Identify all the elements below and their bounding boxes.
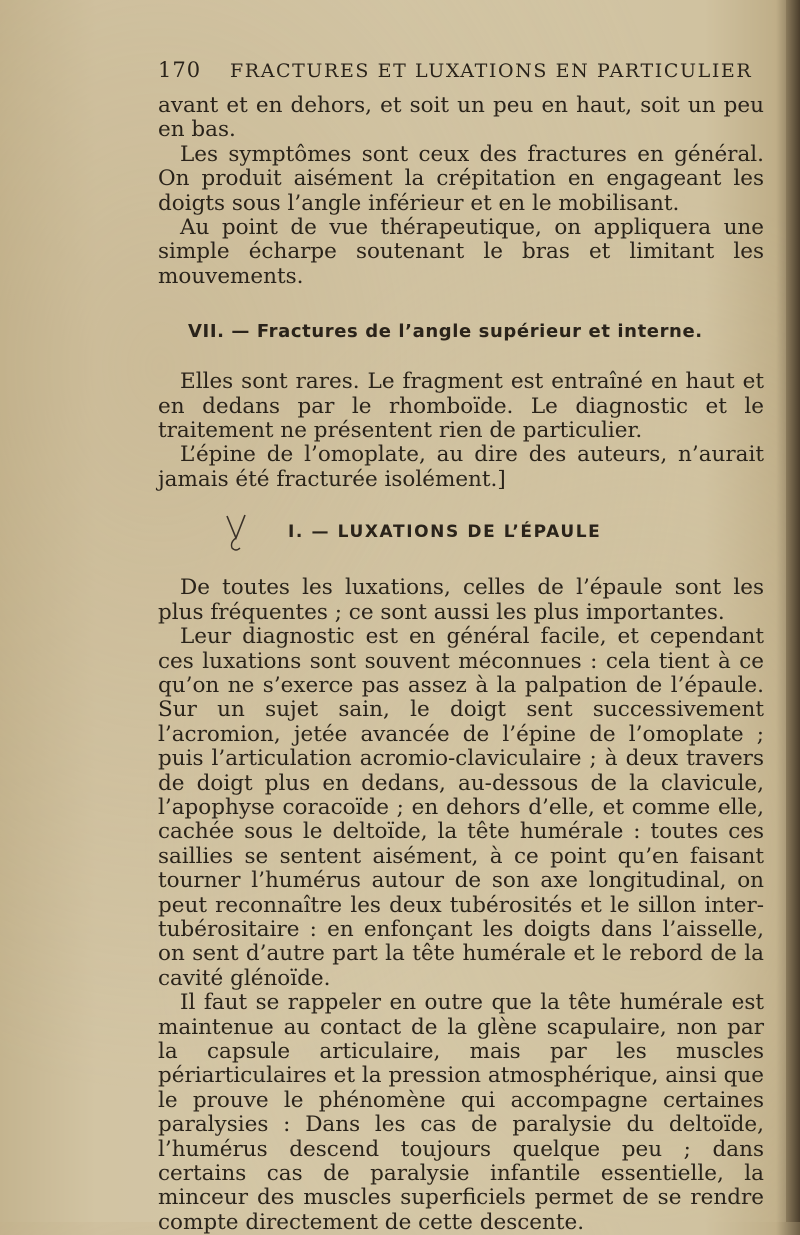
paragraph: Leur diagnostic est en général facile, et cependant ces luxations sont souvent méconnues : cela tient à ce qu’on ne s’exerce pas assez à la palpation de l’épaule. Sur un sujet sain, le doigt sent successivement l’acromion, jetée avancée de l’épine de l’omoplate ; puis l’articulation acromio-claviculaire ; à deux travers de doigt plus en dedans, au-dessous de la clavicule, l’apophyse coracoïde ; en dehors d’elle, et comme elle, cachée sous le deltoïde, la tête humérale : toutes ces saillies se sentent aisément, à ce point qu’en faisant tourner l’humérus autour de son axe longitudinal, on peut reconnaître les deux tubérosités et le sillon inter-tubérositaire : en enfonçant les doigts dans l’aisselle, on sent d’autre part la tête humérale et le rebord de la cavité glénoïde. <box>158 624 764 991</box>
book-spine-shadow <box>786 0 800 1222</box>
section-heading: VII. — Fractures de l’angle supérieur et interne. <box>188 321 703 343</box>
top-text <box>158 94 764 289</box>
page-number: 170 <box>158 58 202 82</box>
book-page <box>158 58 764 1235</box>
paragraph: De toutes les luxations, celles de l’épaule sont les plus fréquentes ; ce sont aussi les plus importantes. <box>158 575 764 625</box>
paragraph: Elles sont rares. Le fragment est entraîné en haut et en dedans par le rhomboïde. Le diagnostic et le traitement ne présentent rien de particulier. <box>158 369 764 444</box>
running-header <box>158 58 764 94</box>
paragraph: Les symptômes sont ceux des fractures en général. On produit aisément la crépitation en engageant les doigts sous l’angle inférieur et en le mobilisant. <box>158 141 764 216</box>
section-vii-text <box>158 370 764 492</box>
running-title: FRACTURES ET LUXATIONS EN PARTICULIER <box>230 60 753 82</box>
paragraph: Il faut se rappeler en outre que la tête humérale est maintenue au contact de la glène scapulaire, non par la capsule articulaire, mais par les muscles périarticulaires et la pression atmosphérique, ainsi que le prouve le phénomène qui accompagne certaines paralysies : Dans les cas de paralysie du deltoïde, l’humérus descend toujours quelque peu ; dans certains cas de paralysie infantile essentielle, la minceur des muscles superficiels permet de se rendre compte directement de cette descente. <box>158 990 764 1235</box>
chapter-text <box>158 576 764 1235</box>
chapter-heading <box>224 512 764 552</box>
paragraph: avant et en dehors, et soit un peu en haut, soit un peu en bas. <box>158 93 764 143</box>
chapter-title: I. — LUXATIONS DE L’ÉPAULE <box>288 522 602 543</box>
handwritten-mark-icon <box>224 512 248 552</box>
paragraph: Au point de vue thérapeutique, on appliquera une simple écharpe soutenant le bras et limitant les mouvements. <box>158 215 764 289</box>
paragraph: L’épine de l’omoplate, au dire des auteurs, n’aurait jamais été fracturée isolément.] <box>158 442 764 492</box>
